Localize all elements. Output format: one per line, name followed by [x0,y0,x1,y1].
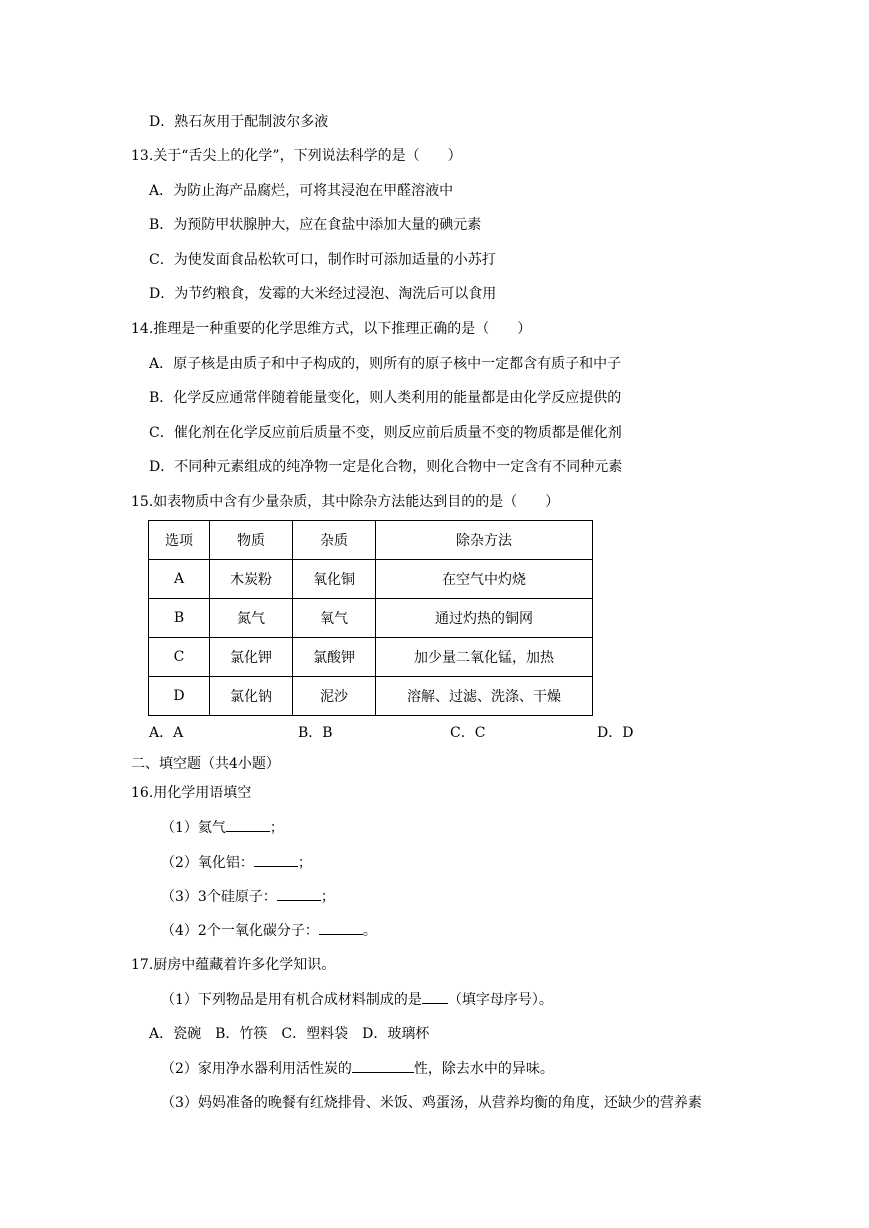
impurity-table [148,520,593,716]
table-row [149,599,593,638]
q16-part-3-text: （3）3个硅原子： [161,889,277,905]
q16-stem: 16.用化学用语填空 [131,785,252,801]
table-cell: 氧气 [293,599,376,638]
table-cell: 氮气 [210,599,293,638]
q16-part-3-end: ； [320,889,335,905]
q16-part-4-end: 。 [362,923,377,939]
table-cell: 木炭粉 [210,560,293,599]
table-header-cell: 物质 [210,521,293,560]
table-header-cell: 除杂方法 [376,521,593,560]
table-header-row [149,521,593,560]
table-cell: 加少量二氧化锰，加热 [376,638,593,677]
answer-blank [254,852,298,867]
q15-choice-a: A．A [149,725,184,741]
table-cell: B [149,599,210,638]
answer-blank [277,886,321,901]
q17-part-1-options: A．瓷碗 B．竹筷 C．塑料袋 D．玻璃杯 [149,1026,430,1042]
q14-option-d: D．不同种元素组成的纯净物一定是化合物，则化合物中一定含有不同种元素 [149,459,623,475]
table-cell: D [149,677,210,716]
q16-part-1-text: （1）氦气 [161,820,226,836]
q12-option-d: D．熟石灰用于配制波尔多液 [149,114,329,130]
q17-part-2-text: （2）家用净水器利用活性炭的 [161,1061,352,1077]
q13-option-c: C．为使发面食品松软可口，制作时可添加适量的小苏打 [149,252,496,268]
table-cell: 氧化铜 [293,560,376,599]
q13-option-a: A．为防止海产品腐烂，可将其浸泡在甲醛溶液中 [149,183,454,199]
q13-stem: 13.关于“舌尖上的化学”，下列说法科学的是（ ） [131,148,462,164]
table-cell: 氯化钠 [210,677,293,716]
q15-choice-d: D．D [597,725,634,741]
table-row [149,560,593,599]
table-row [149,677,593,716]
q14-option-a: A．原子核是由质子和中子构成的，则所有的原子核中一定都含有质子和中子 [149,356,622,372]
q16-part-1 [161,817,284,838]
table-cell: 氯酸钾 [293,638,376,677]
q14-option-c: C．催化剂在化学反应前后质量不变，则反应前后质量不变的物质都是催化剂 [149,425,622,441]
table-cell: A [149,560,210,599]
table-cell: 在空气中灼烧 [376,560,593,599]
q14-stem: 14.推理是一种重要的化学思维方式，以下推理正确的是（ ） [131,321,532,337]
table-row [149,638,593,677]
table-cell: 溶解、过滤、洗涤、干燥 [376,677,593,716]
table-cell: 泥沙 [293,677,376,716]
answer-blank [422,989,448,1004]
table-header-cell: 选项 [149,521,210,560]
q15-choice-c: C．C [450,725,486,741]
q17-part-2 [161,1058,554,1079]
q15-choices [0,723,869,745]
q14-option-b: B．化学反应通常伴随着能量变化，则人类利用的能量都是由化学反应提供的 [149,390,622,406]
q15-choice-b: B．B [298,725,333,741]
table-header-cell: 杂质 [293,521,376,560]
q16-part-2 [161,852,312,873]
table-cell: 氯化钾 [210,638,293,677]
q17-part-1 [161,989,553,1010]
q16-part-2-end: ； [297,855,312,871]
section-heading: 二、填空题（共4小题） [131,756,280,772]
q13-option-d: D．为节约粮食，发霉的大米经过浸泡、淘洗后可以食用 [149,286,497,302]
q16-part-4 [161,920,377,941]
table-cell: C [149,638,210,677]
q17-part-1-end: （填字母序号）。 [447,992,553,1008]
answer-blank [319,920,363,935]
q17-stem: 17.厨房中蕴藏着许多化学知识。 [131,957,336,973]
q17-part-1-text: （1）下列物品是用有机合成材料制成的是 [161,992,422,1008]
table-cell: 通过灼热的铜网 [376,599,593,638]
q15-stem: 15.如表物质中含有少量杂质，其中除杂方法能达到目的的是（ ） [131,494,560,510]
answer-blank [352,1058,414,1073]
q17-part-2-end: 性，除去水中的异味。 [413,1061,554,1077]
q16-part-4-text: （4）2个一氧化碳分子： [161,923,319,939]
q16-part-3 [161,886,335,907]
q16-part-1-end: ； [269,820,284,836]
q13-option-b: B．为预防甲状腺肿大，应在食盐中添加大量的碘元素 [149,217,482,233]
q17-part-3: （3）妈妈准备的晚餐有红烧排骨、米饭、鸡蛋汤，从营养均衡的角度，还缺少的营养素 [161,1095,702,1111]
answer-blank [226,817,270,832]
q16-part-2-text: （2）氧化铝： [161,855,254,871]
